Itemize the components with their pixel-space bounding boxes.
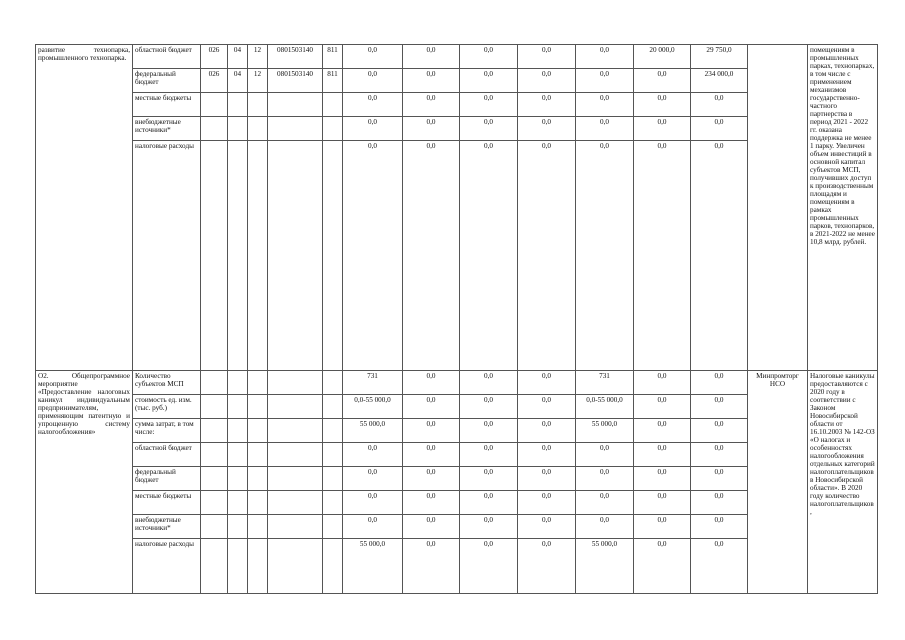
value-cell: 0,0 [518,419,576,443]
value-cell: 0,0 [518,45,576,69]
budget-code-cell [268,371,323,395]
value-cell: 731 [343,371,403,395]
funding-source-cell: областной бюджет [133,45,201,69]
value-cell: 0,0 [403,515,460,539]
value-cell: 0,0 [460,141,518,371]
value-cell: 0,0 [460,69,518,93]
value-cell: 0,0 [576,467,634,491]
value-cell: 0,0 [634,491,691,515]
value-cell: 0,0 [403,371,460,395]
budget-code-cell [248,419,268,443]
value-cell: 0,0 [634,443,691,467]
budget-code-cell [201,395,228,419]
funding-source-cell: федеральный бюджет [133,467,201,491]
value-cell: 0,0 [460,515,518,539]
budget-code-cell [201,117,228,141]
value-cell: 234 000,0 [691,69,748,93]
budget-code-cell [268,491,323,515]
executor-cell: Минпромторг НСО [748,371,808,594]
budget-code-cell [248,443,268,467]
value-cell: 0,0 [691,117,748,141]
value-cell: 0,0 [403,491,460,515]
value-cell: 0,0 [634,141,691,371]
value-cell: 0,0 [403,539,460,594]
budget-code-cell [248,93,268,117]
value-cell: 0,0 [518,69,576,93]
value-cell: 0,0 [403,93,460,117]
value-cell: 0,0 [576,69,634,93]
funding-source-cell: областной бюджет [133,443,201,467]
budget-code-cell [228,395,248,419]
funding-source-cell: местные бюджеты [133,93,201,117]
value-cell: 0,0-55 000,0 [576,395,634,419]
value-cell: 0,0 [518,117,576,141]
value-cell: 0,0 [691,395,748,419]
value-cell: 0,0 [691,371,748,395]
value-cell: 55 000,0 [576,539,634,594]
value-cell: 0,0 [460,45,518,69]
budget-code-cell [268,419,323,443]
budget-code-cell [323,491,343,515]
value-cell: 0,0 [403,141,460,371]
budget-code-cell [201,539,228,594]
table-row [36,371,878,395]
budget-code-cell [323,419,343,443]
value-cell: 29 750,0 [691,45,748,69]
expected-result-cell: Налоговые каникулы предоставляются с 2020 году в соответствии с Законом Новосибирской области от 16.10.2003 № 142-ОЗ «О налогах и особенностях налогообложения отдельных категорий налогоплательщиков в Новосибирской области». В 2020 году количество налогоплательщиков, [808,371,878,594]
table-row [36,45,878,69]
budget-code-cell [268,141,323,371]
value-cell: 0,0 [343,69,403,93]
value-cell: 0,0 [691,93,748,117]
value-cell: 0,0 [518,515,576,539]
value-cell: 0,0 [460,443,518,467]
value-cell: 0,0 [518,443,576,467]
value-cell: 0,0 [518,491,576,515]
budget-code-cell [323,371,343,395]
budget-code-cell [323,395,343,419]
value-cell: 0,0 [518,141,576,371]
budget-code-cell [201,419,228,443]
budget-code-cell [201,467,228,491]
value-cell: 55 000,0 [576,419,634,443]
budget-code-cell [268,395,323,419]
value-cell: 0,0 [403,45,460,69]
budget-code-cell [201,443,228,467]
value-cell: 0,0 [691,491,748,515]
value-cell: 0,0 [518,93,576,117]
budget-code-cell [248,371,268,395]
budget-code-cell [228,539,248,594]
budget-code-cell [228,371,248,395]
funding-source-cell: Количество субъектов МСП [133,371,201,395]
budget-code-cell [268,443,323,467]
funding-source-cell: стоимость ед. изм. (тыс. руб.) [133,395,201,419]
budget-code-cell [228,515,248,539]
value-cell: 55 000,0 [343,539,403,594]
budget-code-cell [201,515,228,539]
measure-name-cell: развитие технопарка, промышленного технопарка. [36,45,133,371]
budget-code-cell [201,141,228,371]
value-cell: 0,0 [634,539,691,594]
value-cell: 20 000,0 [634,45,691,69]
value-cell: 0,0 [343,141,403,371]
budget-code-cell: 04 [228,45,248,69]
budget-code-cell [268,117,323,141]
budget-code-cell [323,467,343,491]
budget-code-cell [268,515,323,539]
funding-source-cell: внебюджетные источники* [133,515,201,539]
value-cell: 55 000,0 [343,419,403,443]
budget-code-cell [248,515,268,539]
funding-source-cell: налоговые расходы [133,539,201,594]
budget-code-cell [248,395,268,419]
value-cell: 0,0 [343,93,403,117]
funding-source-cell: местные бюджеты [133,491,201,515]
value-cell: 0,0 [634,371,691,395]
budget-code-cell [228,491,248,515]
value-cell: 0,0 [691,443,748,467]
budget-code-cell [201,93,228,117]
value-cell: 0,0 [576,443,634,467]
budget-code-cell: 12 [248,45,268,69]
value-cell: 0,0 [576,45,634,69]
budget-code-cell [323,515,343,539]
value-cell: 0,0 [518,371,576,395]
budget-code-cell [201,371,228,395]
value-cell: 0,0 [460,371,518,395]
value-cell: 0,0 [634,69,691,93]
executor-cell [748,45,808,371]
budget-code-cell [323,443,343,467]
budget-code-cell [248,117,268,141]
value-cell: 0,0 [460,419,518,443]
budget-code-cell [323,93,343,117]
value-cell: 0,0 [634,117,691,141]
value-cell: 0,0 [634,515,691,539]
budget-code-cell: 12 [248,69,268,93]
value-cell: 0,0 [343,443,403,467]
budget-table [35,44,878,594]
value-cell: 0,0 [576,93,634,117]
value-cell: 0,0 [460,539,518,594]
value-cell: 0,0 [518,395,576,419]
value-cell: 0,0 [634,467,691,491]
value-cell: 0,0 [343,45,403,69]
budget-code-cell [268,539,323,594]
budget-code-cell [248,539,268,594]
value-cell: 0,0 [460,93,518,117]
budget-code-cell: 811 [323,45,343,69]
value-cell: 0,0 [576,117,634,141]
funding-source-cell: сумма затрат, в том числе: [133,419,201,443]
value-cell: 0,0 [403,69,460,93]
value-cell: 0,0-55 000,0 [343,395,403,419]
value-cell: 0,0 [576,491,634,515]
budget-code-cell [228,419,248,443]
value-cell: 0,0 [343,117,403,141]
value-cell: 0,0 [403,395,460,419]
budget-code-cell: 0801503140 [268,45,323,69]
funding-source-cell: налоговые расходы [133,141,201,371]
budget-code-cell [228,93,248,117]
value-cell: 0,0 [691,539,748,594]
budget-code-cell [228,117,248,141]
measure-name-cell: О2. Общепрограммное мероприятие «Предоставление налоговых каникул индивидуальным предпринимателям, применяющим патентную и упрощенную систему налогообложения» [36,371,133,594]
budget-code-cell: 0801503140 [268,69,323,93]
value-cell: 0,0 [403,467,460,491]
budget-code-cell [268,467,323,491]
value-cell: 0,0 [343,515,403,539]
budget-code-cell: 026 [201,45,228,69]
value-cell: 0,0 [460,395,518,419]
value-cell: 0,0 [343,467,403,491]
funding-source-cell: федеральный бюджет [133,69,201,93]
value-cell: 0,0 [691,467,748,491]
value-cell: 0,0 [518,539,576,594]
funding-source-cell: внебюджетные источники* [133,117,201,141]
value-cell: 0,0 [343,491,403,515]
budget-code-cell [248,491,268,515]
budget-code-cell [201,491,228,515]
budget-code-cell [323,141,343,371]
value-cell: 0,0 [576,515,634,539]
budget-code-cell: 811 [323,69,343,93]
value-cell: 0,0 [403,117,460,141]
value-cell: 0,0 [634,93,691,117]
value-cell: 0,0 [691,419,748,443]
budget-code-cell [323,539,343,594]
value-cell: 731 [576,371,634,395]
budget-code-cell [248,141,268,371]
budget-code-cell [323,117,343,141]
value-cell: 0,0 [576,141,634,371]
value-cell: 0,0 [634,419,691,443]
budget-code-cell [248,467,268,491]
value-cell: 0,0 [403,419,460,443]
value-cell: 0,0 [634,395,691,419]
budget-code-cell: 026 [201,69,228,93]
budget-code-cell [268,93,323,117]
value-cell: 0,0 [518,467,576,491]
budget-code-cell [228,443,248,467]
value-cell: 0,0 [403,443,460,467]
value-cell: 0,0 [460,491,518,515]
value-cell: 0,0 [460,467,518,491]
budget-code-cell: 04 [228,69,248,93]
value-cell: 0,0 [460,117,518,141]
value-cell: 0,0 [691,515,748,539]
expected-result-cell: помещениям в промышленных парках, технопарках, в том числе с применением механизмов государственно-частного партнерства в период 2021 - 2022 гг. оказана поддержка не менее 1 парку. Увеличен объем инвестиций в основной капитал субъектов МСП, получивших доступ к производственным площадям и помещениям в рамках промышленных парков, технопарков, в 2021-2022 не менее 10,8 млрд. рублей. [808,45,878,371]
budget-code-cell [228,467,248,491]
budget-code-cell [228,141,248,371]
value-cell: 0,0 [691,141,748,371]
